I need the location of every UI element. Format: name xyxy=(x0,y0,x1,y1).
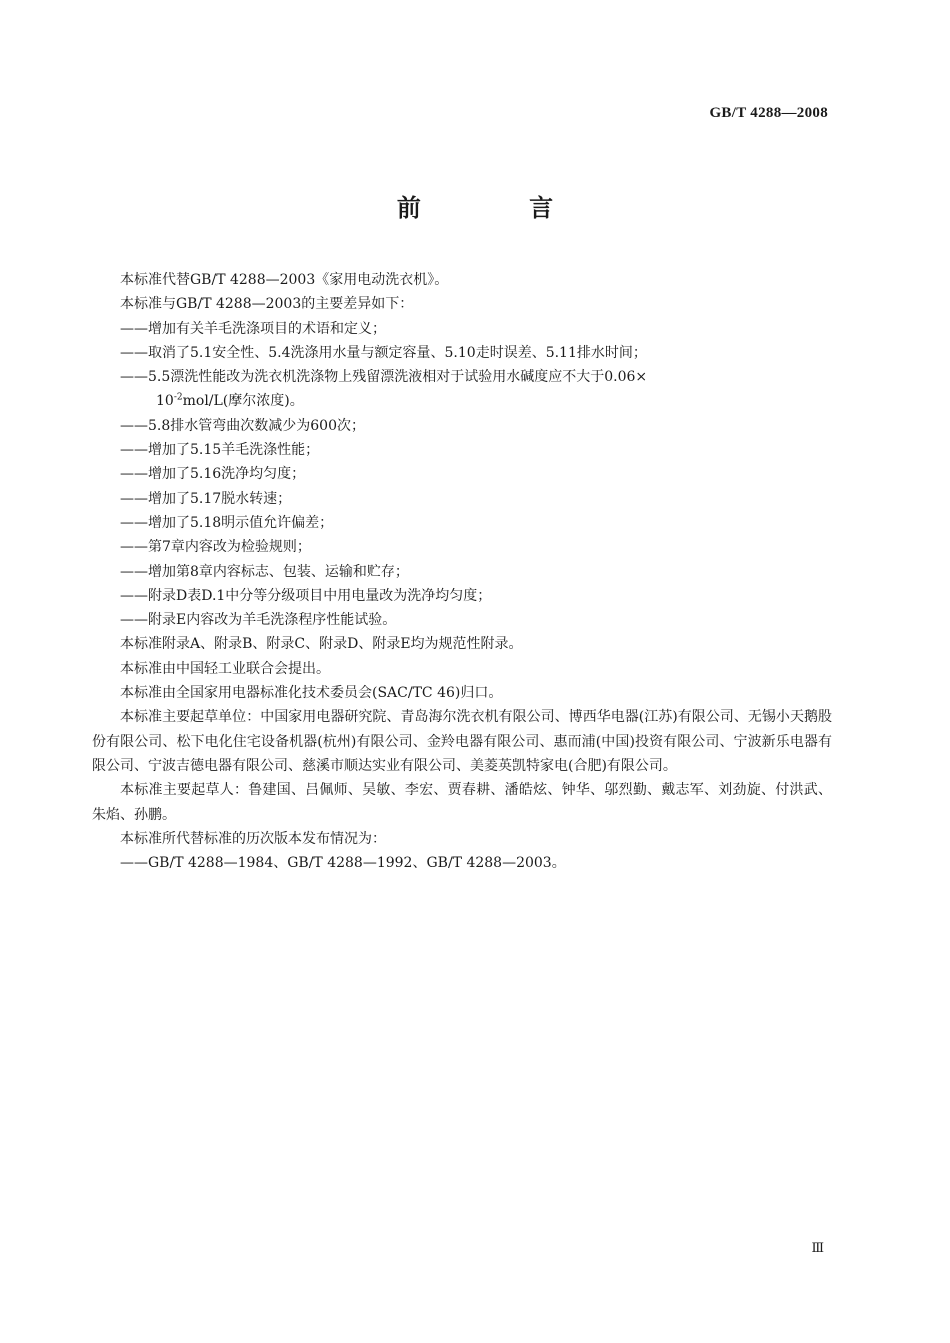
list-item: ——附录E内容改为羊毛洗涤程序性能试验。 xyxy=(120,612,397,629)
paragraph-drafting-units: 本标准主要起草单位：中国家用电器研究院、青岛海尔洗衣机有限公司、博西华电器(江苏)有限公司、无锡小天鹅股份有限公司、松下电化住宅设备机器(杭州)有限公司、金羚电器有限公司、惠而浦(中国)投资有限公司、宁波新乐电器有限公司、宁波吉德电器有限公司、慈溪市顺达实业有限公司、美菱英凯特家电(合肥)有限公司。 xyxy=(92,709,832,774)
list-item: ——增加有关羊毛洗涤项目的术语和定义； xyxy=(120,320,386,337)
list-item: ——第7章内容改为检验规则； xyxy=(120,539,311,556)
list-item: ——附录D表D.1中分等分级项目中用电量改为洗净均匀度； xyxy=(120,587,492,604)
paragraph-differences-intro: 本标准与GB/T 4288—2003的主要差异如下： xyxy=(120,296,414,313)
preface-body xyxy=(92,268,832,875)
list-item-history: ——GB/T 4288—1984、GB/T 4288—1992、GB/T 4288—2003。 xyxy=(120,855,566,872)
paragraph-proposed-by: 本标准由中国轻工业联合会提出。 xyxy=(120,660,330,677)
list-item: ——增加了5.17脱水转速； xyxy=(120,490,292,507)
paragraph-committee: 本标准由全国家用电器标准化技术委员会(SAC/TC 46)归口。 xyxy=(120,685,503,702)
list-item: ——增加了5.16洗净均匀度； xyxy=(120,466,306,483)
paragraph-replaces: 本标准代替GB/T 4288—2003《家用电动洗衣机》。 xyxy=(120,272,449,288)
page-number: Ⅲ xyxy=(811,1240,824,1255)
list-item: ——增加了5.15羊毛洗涤性能； xyxy=(120,442,320,459)
list-item: ——增加了5.18明示值允许偏差； xyxy=(120,514,334,531)
list-item: ——5.5漂洗性能改为洗衣机洗涤物上残留漂洗液相对于试验用水碱度应不大于0.06× xyxy=(120,369,648,386)
paragraph-drafters: 本标准主要起草人：鲁建国、吕佩师、吴敏、李宏、贾春耕、潘皓炫、钟华、邬烈勤、戴志军、刘劲旋、付洪武、朱焰、孙鹏。 xyxy=(92,782,832,823)
alkalinity-base: 10 xyxy=(156,393,174,410)
list-item-continuation xyxy=(92,389,832,413)
list-item: ——取消了5.1安全性、5.4洗涤用水量与额定容量、5.10走时误差、5.11排水时间； xyxy=(120,344,647,361)
paragraph-history-intro: 本标准所代替标准的历次版本发布情况为： xyxy=(120,830,386,847)
list-item: ——5.8排水管弯曲次数减少为600次； xyxy=(120,417,365,434)
page-title: 前 言 xyxy=(396,194,604,222)
paragraph-annexes: 本标准附录A、附录B、附录C、附录D、附录E均为规范性附录。 xyxy=(120,636,523,653)
list-item: ——增加第8章内容标志、包装、运输和贮存； xyxy=(120,563,409,580)
standard-number: GB/T 4288—2008 xyxy=(709,105,828,121)
alkalinity-exponent: -2 xyxy=(173,392,183,403)
alkalinity-unit: mol/L(摩尔浓度)。 xyxy=(182,393,304,410)
